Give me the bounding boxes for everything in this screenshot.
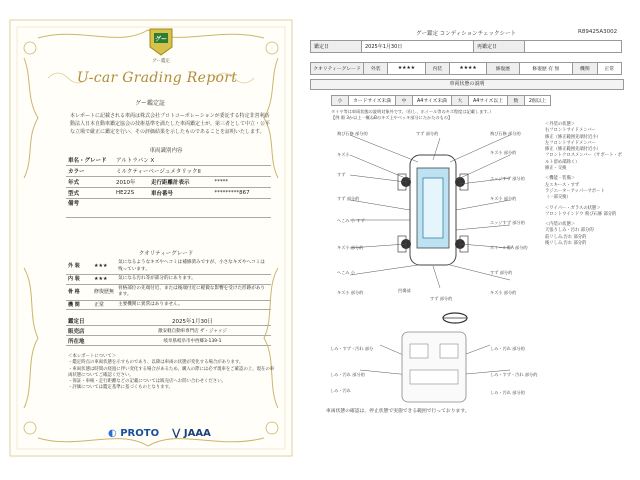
legend-line: フロントクロスメンバー（サポート・ボルト留め部除く） (545, 153, 622, 165)
svg-text:グー: グー (154, 36, 168, 43)
exterior-value: ★★★★ (388, 63, 425, 75)
damage-label: エッジすず 部分的 (490, 220, 525, 225)
certificate-paragraph: 本レポートに記載される車両は株式会社プロトコーポレーションが委託する特定非営利活動法人日本自動車鑑定協会の技術基準を満たした車両鑑定士が、第三者として中立・公平な立場で厳正に鑑定を行い、その評価結果を示したものであることを証明いたします。 (70, 113, 271, 135)
grade-stars: ★★★ (92, 259, 116, 275)
location-value: 岐阜県岐阜市中西郷3-139-1 (114, 336, 271, 346)
location-label: 所在地 (66, 336, 114, 346)
size-value: カードサイズ未満 (349, 96, 396, 106)
grade-stars: 修復歴無 (92, 284, 116, 300)
damage-label: しみ・汚れ 部分的 (330, 372, 365, 377)
damage-label: すず (337, 172, 346, 177)
vehicle-section-title: 車両識別内容 (149, 148, 183, 154)
grade-label: 機 関 (66, 300, 92, 310)
grade-label: 外 装 (66, 259, 92, 275)
damage-label: へこみ 小 (337, 270, 356, 275)
size-key: 大 (451, 96, 468, 106)
chassis-value: *********867 (212, 188, 271, 199)
proto-logo-text: PROTO (120, 428, 160, 439)
certificate-subtitle: グー鑑定証 (134, 100, 165, 107)
grade-row (66, 275, 271, 285)
damage-label: ホイール傷A 部分的 (490, 245, 528, 250)
note-line: タイヤ等は車両状態の説明対象外です。（但し、ホイール等のキズ程度は記載します。） (331, 109, 494, 114)
size-key: 中 (396, 96, 413, 106)
year-value: 2010年 (114, 177, 149, 188)
repair-label: 修復歴 (487, 63, 519, 75)
quality-label: クオリティーグレード (311, 63, 364, 75)
damage-label: すず 部分的 (430, 296, 453, 301)
quality-grade-row (310, 62, 622, 75)
steering-wheel-icon (443, 313, 467, 323)
grade-label: 内 装 (66, 275, 92, 285)
damage-label: しみ・汚れ (330, 388, 351, 393)
explanation-title: 車両状態の説明 (310, 79, 624, 90)
badge-text: グー鑑定 (152, 59, 170, 64)
note-line: ・鑑定時点の車両状態を示すものであり、以降は車両の状態が変化する場合があります。 (68, 360, 244, 366)
goo-badge-icon (148, 27, 174, 57)
certificate-title: U-car Grading Report (76, 70, 238, 86)
damage-label: キズ小 部分的 (490, 150, 517, 155)
date-value: 2025年1月30日 (114, 316, 271, 326)
name-label: 車名・グレード (66, 155, 114, 166)
car-damage-diagram (320, 120, 540, 405)
sheet-header (310, 40, 622, 53)
grade-stars: ★★★ (92, 275, 116, 285)
chassis-label: 車台番号 (149, 188, 212, 199)
legend-line: ＜外装の状態＞ (545, 122, 576, 127)
legend-line: 前リしみ,汚れ 部分的 (545, 234, 587, 240)
grade-desc: 主要機関に異常はありません。 (116, 300, 271, 310)
model-value: HE22S (114, 188, 149, 199)
note-line: ・評価については鑑定基準に基づくものとなります。 (68, 385, 173, 391)
name-value: アルトラパン X (114, 155, 271, 166)
inspect-date-label: 鑑定日 (311, 41, 362, 53)
reinspect-date-label: 再鑑定日 (474, 41, 525, 53)
inspect-date-value: 2025年1月30日 (362, 41, 474, 53)
damage-label: キズ小 (337, 152, 350, 157)
grading-certificate (8, 18, 294, 458)
grade-row (66, 284, 271, 300)
legend-line: （一部交換） (545, 195, 571, 201)
damage-label: キズ小 部分的 (490, 290, 517, 295)
legend-line: 左フロントサイドメンバー (545, 140, 596, 146)
jaaa-mark-icon: ⋁ (172, 428, 184, 439)
size-value: A4サイズ以上 (468, 96, 507, 106)
repair-value: 修復歴 有 無 (519, 63, 573, 75)
interior-label: 内装 (425, 63, 449, 75)
color-value: ミルクティーベージュメタリックII (114, 166, 271, 177)
grade-stars: 正常 (92, 300, 116, 310)
document-id: R89425A3002 (578, 29, 618, 35)
engine-label: 機関 (573, 63, 597, 75)
note-line: ・保証・車検・走行距離などの記載については販売店へお問い合わせください。 (68, 379, 226, 385)
damage-label: 凹傷部 (398, 288, 411, 293)
damage-label: 飛び石修 部分的 (337, 131, 368, 136)
notes-value (114, 199, 271, 218)
legend-line: 後リしみ,汚れ 部分的 (545, 241, 587, 247)
grade-row (66, 259, 271, 275)
damage-label: キズ小 部分的 (490, 196, 517, 201)
reinspect-date-value (525, 41, 622, 53)
legend-line: 修正（修正範囲先端付近小） (545, 134, 601, 140)
size-value: 2個以上 (524, 96, 550, 106)
sheet-title: グー鑑定 コンディションチェックシート (415, 31, 517, 37)
note-line: ・車両状態は時間の経過に伴い変化する場合があるため、購入の際には必ず現車をご確認の上、現在の車両状態についてご確認ください。 (68, 366, 275, 378)
note-line: ＜本レポートについて＞ (68, 354, 117, 359)
report-notes (68, 354, 278, 392)
damage-label: エッジすず 部分的 (490, 176, 525, 181)
damage-label: しみ・すず・汚れ 部分 (330, 346, 374, 351)
legend-line: 天張りしみ・汚れ 部分的 (545, 228, 594, 234)
grade-table (66, 259, 271, 310)
size-key: 小 (332, 96, 349, 106)
damage-label: キズ小 部分的 (337, 245, 364, 250)
damage-label: すず 部分的 (490, 270, 513, 275)
damage-label: しみ・汚れ 部分的 (490, 346, 525, 351)
legend-line: フロントウインドウ 飛び石修 部分的 (545, 211, 617, 217)
note-line: 【例 傷 3か以上一概ねBのキズ上やベッキ部分にたかたのもの】 (331, 114, 453, 120)
grade-label: 骨 格 (66, 284, 92, 300)
size-note (331, 109, 493, 120)
year-label: 年式 (66, 177, 114, 188)
shop-value: 激安軽自動車専門店 ザ・ジャッジ (114, 326, 271, 336)
notes-label: 備考 (66, 199, 114, 218)
grade-desc: 気になる汚れ等が部分的にあります。 (116, 275, 271, 285)
legend-line: ＜ワイパー・ガラスの状態＞ (545, 205, 601, 211)
mileage-value: ***** (212, 177, 271, 188)
sheet-footer: 車両状態の確認は、停止状態で実施できる範囲で行っております。 (326, 409, 470, 414)
proto-logo (108, 428, 159, 439)
vehicle-table (66, 155, 271, 218)
jaaa-logo-text: JAAA (183, 428, 211, 439)
size-legend (331, 95, 551, 106)
legend-line: ＜機能・装備＞ (545, 176, 576, 182)
damage-label: キズ小 部分的 (337, 290, 364, 295)
interior-value: ★★★★ (449, 63, 486, 75)
color-label: カラー (66, 166, 114, 177)
car-interior-icon (402, 332, 466, 402)
shop-label: 販売店 (66, 326, 114, 336)
engine-value: 正常 (597, 63, 621, 75)
legend-line: 修正・交換 (545, 166, 567, 172)
legend-line: 左エキース・すず (545, 182, 580, 188)
jaaa-logo (172, 428, 211, 439)
condition-legend (545, 122, 625, 247)
damage-label: しみ・汚れ 部分的 (490, 390, 525, 395)
damage-label: へこみ 小 すず (337, 218, 365, 223)
exterior-label: 外装 (364, 63, 388, 75)
date-label: 鑑定日 (66, 316, 114, 326)
proto-mark-icon: ◐ (108, 428, 121, 439)
size-value: A4サイズ未満 (413, 96, 452, 106)
model-label: 型式 (66, 188, 114, 199)
grade-row (66, 300, 271, 310)
legend-line: ＜内装の状態＞ (545, 222, 576, 228)
damage-label: しみ・すず・汚れ 部分的 (490, 372, 538, 377)
grade-section-title: クオリティーグレード (138, 251, 194, 257)
grade-desc: 気になるようなキズやへコミは補修済みですが、小さなキズやへコミは残っています。 (116, 259, 271, 275)
legend-line: ラジエーターアッパーサポート (545, 188, 605, 194)
mileage-label: 走行距離計表示 (149, 177, 212, 188)
legend-line: 修正（修正範囲先端付近小） (545, 147, 601, 153)
damage-label: すず 部分的 (337, 196, 360, 201)
grade-desc: 骨格部位の先端付近、または後端付近に軽微な影響を受けた形跡があります。 (116, 284, 271, 300)
legend-line: 右フロントサイドメンバー (545, 128, 596, 134)
info-table (66, 316, 271, 346)
damage-label: 飛び石修 部分的 (490, 131, 521, 136)
size-key: 数 (507, 96, 524, 106)
damage-label: すず 部分的 (416, 131, 439, 136)
